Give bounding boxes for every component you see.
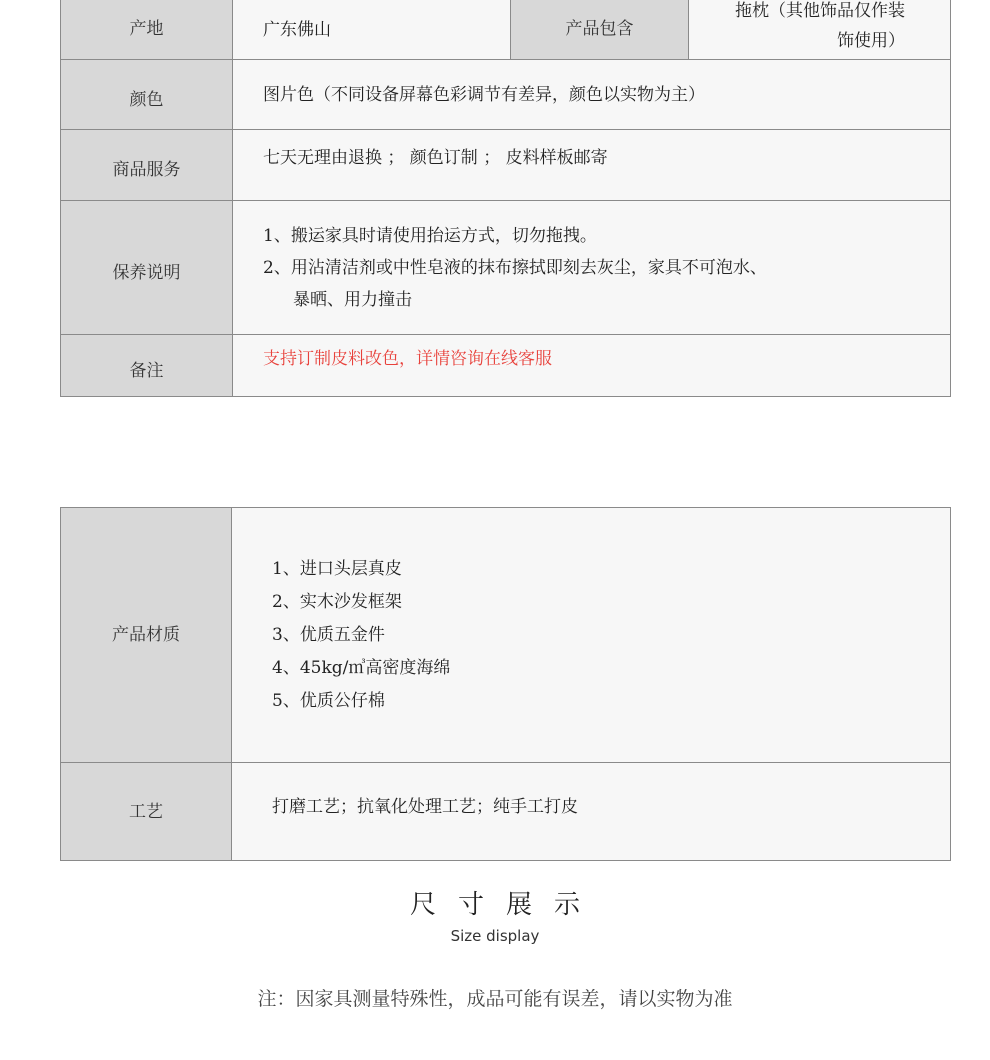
- product-spec-table: [60, 0, 951, 397]
- size-display-title: 尺寸展示: [409, 890, 602, 920]
- care-label: 保养说明: [61, 201, 233, 335]
- package-value-line1: 拖枕（其他饰品仅作装: [735, 1, 905, 21]
- care-line: 2、用沾清洁剂或中性皂液的抹布擦拭即刻去灰尘，家具不可泡水、: [263, 257, 767, 278]
- material-item: 4、45kg/㎥高密度海绵: [272, 657, 451, 678]
- material-item: 5、优质公仔棉: [272, 690, 385, 711]
- material-table: [60, 507, 951, 861]
- service-label: 商品服务: [61, 130, 233, 201]
- size-display-subtitle: Size display: [450, 927, 540, 945]
- origin-label: 产地: [61, 0, 233, 60]
- color-value: 图片色（不同设备屏幕色彩调节有差异，颜色以实物为主）: [233, 60, 951, 130]
- origin-value: 广东佛山: [233, 0, 511, 60]
- package-value-line2: 饰使用）: [837, 31, 905, 51]
- craft-value: 打磨工艺；抗氧化处理工艺；纯手工打皮: [232, 763, 951, 861]
- spec-row-remark: [61, 335, 951, 397]
- spec-row-origin: [61, 0, 951, 60]
- package-value: [689, 0, 951, 60]
- material-label: 产品材质: [61, 508, 232, 763]
- service-value: 七天无理由退换 ； 颜色订制 ； 皮料样板邮寄: [233, 130, 951, 201]
- package-label: 产品包含: [511, 0, 689, 60]
- color-label: 颜色: [61, 60, 233, 130]
- care-line: 暴晒、用力撞击: [293, 289, 412, 310]
- care-line: 1、搬运家具时请使用抬运方式，切勿拖拽。: [263, 225, 597, 246]
- spec-row-service: [61, 130, 951, 201]
- measurement-disclaimer: 注：因家具测量特殊性，成品可能有误差，请以实物为准: [257, 988, 733, 1010]
- spec-row-care: [61, 201, 951, 335]
- material-row: [61, 508, 951, 763]
- remark-value: 支持订制皮料改色，详情咨询在线客服: [233, 335, 951, 397]
- material-item: 1、进口头层真皮: [272, 558, 402, 579]
- material-value: [232, 508, 951, 763]
- craft-row: [61, 763, 951, 861]
- spec-row-color: [61, 60, 951, 130]
- care-value: [233, 201, 951, 335]
- craft-label: 工艺: [61, 763, 232, 861]
- material-item: 2、实木沙发框架: [272, 591, 402, 612]
- remark-label: 备注: [61, 335, 233, 397]
- material-item: 3、优质五金件: [272, 624, 385, 645]
